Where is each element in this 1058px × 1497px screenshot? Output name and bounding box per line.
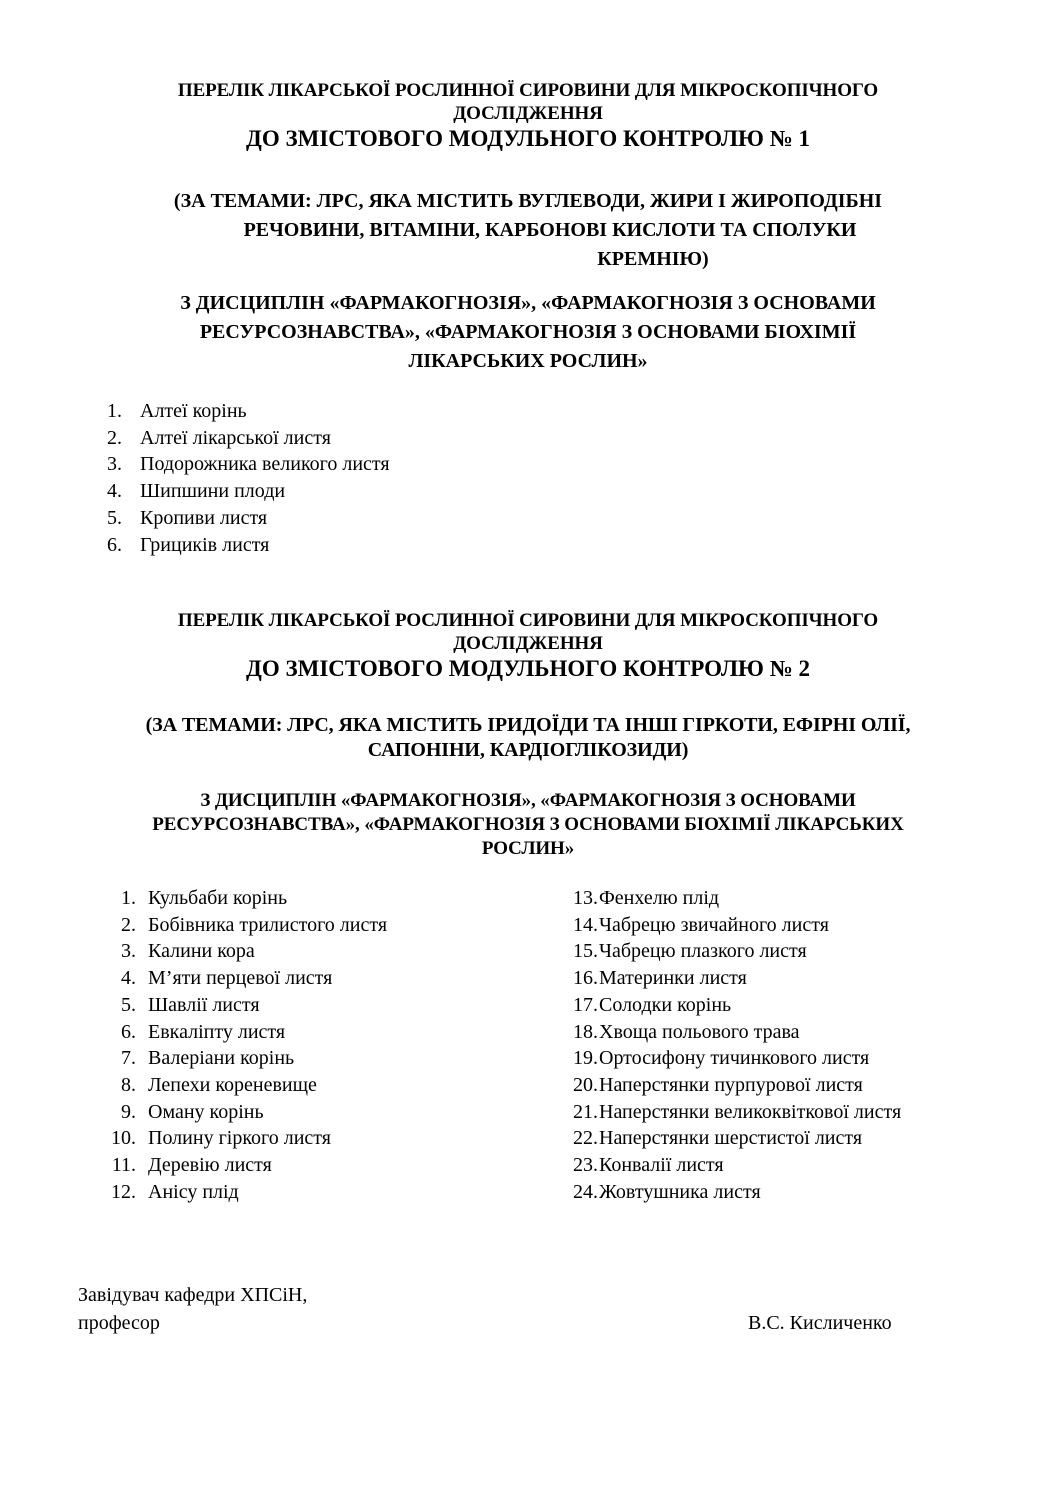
- list-item-number: 18.: [573, 1020, 598, 1043]
- section1-disciplines-line1: З ДИСЦИПЛІН «ФАРМАКОГНОЗІЯ», «ФАРМАКОГНОЗІЯ З ОСНОВАМИ: [180, 292, 876, 314]
- list-item: [568, 1179, 901, 1206]
- list-item-number: 13.: [573, 887, 598, 909]
- list-item-number: 3.: [121, 940, 136, 963]
- list-item-text: Бобівника трилистого листя: [148, 913, 388, 936]
- list-item-text: Евкаліпту листя: [148, 1020, 286, 1043]
- list-item-number: 2.: [121, 913, 136, 936]
- list-item: [100, 885, 387, 912]
- list-item-number: 5.: [107, 506, 122, 529]
- section2-title-line2: ДОСЛІДЖЕННЯ: [453, 633, 603, 654]
- section2-disciplines-line2: РЕСУРСОЗНАВСТВА», «ФАРМАКОГНОЗІЯ З ОСНОВАМИ БІОХІМІЇ ЛІКАРСЬКИХ: [152, 814, 904, 835]
- list-item-number: 6.: [107, 533, 122, 556]
- list-item: [100, 1099, 387, 1126]
- section1-title-line1: ПЕРЕЛІК ЛІКАРСЬКОЇ РОСЛИННОЇ СИРОВИНИ ДЛЯ МІКРОСКОПІЧНОГО: [177, 80, 879, 101]
- list-item-number: 17.: [573, 993, 598, 1016]
- list-item-text: Грициків листя: [140, 533, 270, 556]
- list-item-number: 23.: [573, 1154, 598, 1177]
- list-item: [568, 1099, 901, 1126]
- section2-disciplines: [78, 789, 978, 861]
- list-item-number: 20.: [573, 1073, 598, 1096]
- list-item-number: 7.: [121, 1047, 136, 1070]
- list-item-number: 10.: [111, 1127, 136, 1150]
- section2-title-line3: ДО ЗМІСТОВОГО МОДУЛЬНОГО КОНТРОЛЮ № 2: [246, 656, 810, 681]
- list-item-text: Конвалії листя: [599, 1154, 724, 1177]
- section2-disciplines-line1: З ДИСЦИПЛІН «ФАРМАКОГНОЗІЯ», «ФАРМАКОГНОЗІЯ З ОСНОВАМИ: [200, 790, 856, 811]
- list-item-text: Полину гіркого листя: [148, 1127, 331, 1150]
- list-item-text: Наперстянки пурпурової листя: [599, 1073, 863, 1096]
- section2-header: [78, 609, 978, 683]
- signature-position: [78, 1281, 307, 1337]
- section1-disciplines-line3: ЛІКАРСЬКИХ РОСЛИН»: [408, 350, 648, 372]
- list-item-text: Шипшини плоди: [140, 480, 286, 503]
- list-item-text: М’яти перцевої листя: [148, 967, 333, 990]
- list-item: [568, 1019, 901, 1046]
- list-item: [100, 1125, 387, 1152]
- list-item: [568, 965, 901, 992]
- list-item-text: Деревію листя: [148, 1154, 272, 1177]
- list-item-text: Алтеї корінь: [140, 400, 247, 422]
- list-item: [100, 1179, 387, 1206]
- list-item: [568, 1125, 901, 1152]
- section2-topics-line1: (ЗА ТЕМАМИ: ЛРС, ЯКА МІСТИТЬ ІРИДОЇДИ ТА ІНШІ ГІРКОТИ, ЕФІРНІ ОЛІЇ,: [145, 714, 911, 736]
- section1-disciplines-line2: РЕСУРСОЗНАВСТВА», «ФАРМАКОГНОЗІЯ З ОСНОВАМИ БІОХІМІЇ: [199, 321, 857, 343]
- section1-list: [100, 398, 390, 558]
- list-item-text: Кульбаби корінь: [148, 887, 288, 909]
- section1-topics-line1: (ЗА ТЕМАМИ: ЛРС, ЯКА МІСТИТЬ ВУГЛЕВОДИ, ЖИРИ І ЖИРОПОДІБНІ: [173, 190, 883, 212]
- list-item: [100, 425, 390, 452]
- list-item-number: 15.: [573, 940, 598, 963]
- list-item-number: 21.: [573, 1100, 598, 1123]
- list-item-number: 1.: [121, 887, 136, 909]
- list-item-number: 3.: [107, 453, 122, 476]
- list-item: [568, 885, 901, 912]
- list-item-number: 11.: [111, 1154, 136, 1177]
- list-item-text: Кропиви листя: [140, 506, 268, 529]
- list-item-text: Наперстянки шерстистої листя: [599, 1127, 863, 1150]
- list-item-number: 12.: [111, 1180, 136, 1203]
- list-item-number: 9.: [121, 1100, 136, 1123]
- section1-header: [78, 79, 978, 153]
- list-item-text: Фенхелю плід: [599, 887, 720, 909]
- list-item-number: 6.: [121, 1020, 136, 1043]
- list-item: [568, 912, 901, 939]
- list-item-text: Валеріани корінь: [148, 1047, 295, 1070]
- list-item: [100, 532, 390, 559]
- list-item-text: Шавлії листя: [148, 993, 260, 1016]
- section1-disciplines: [78, 289, 978, 376]
- signature-position-line2: професор: [78, 1312, 160, 1334]
- list-item: [568, 1045, 901, 1072]
- list-item-number: 22.: [573, 1127, 598, 1150]
- list-item-text: Чабрецю плазкого листя: [599, 940, 807, 963]
- section1-title-line2: ДОСЛІДЖЕННЯ: [453, 103, 603, 124]
- list-item-number: 8.: [121, 1073, 136, 1096]
- list-item: [100, 1019, 387, 1046]
- list-item-number: 16.: [573, 967, 598, 990]
- list-item-text: Оману корінь: [148, 1100, 264, 1123]
- list-item-text: Лепехи кореневище: [148, 1073, 317, 1096]
- list-item: [100, 478, 390, 505]
- list-item-text: Ортосифону тичинкового листя: [599, 1047, 870, 1070]
- section2-disciplines-line3: РОСЛИН»: [481, 838, 575, 859]
- list-item-text: Подорожника великого листя: [140, 453, 390, 476]
- section1-title-line3: ДО ЗМІСТОВОГО МОДУЛЬНОГО КОНТРОЛЮ № 1: [246, 126, 810, 151]
- list-item-number: 4.: [107, 480, 122, 503]
- signature-name: В.С. Кисличенко: [748, 1312, 892, 1334]
- list-item-text: Материнки листя: [599, 967, 747, 990]
- section2-title-line1: ПЕРЕЛІК ЛІКАРСЬКОЇ РОСЛИННОЇ СИРОВИНИ ДЛЯ МІКРОСКОПІЧНОГО: [177, 610, 879, 631]
- list-item: [100, 451, 390, 478]
- list-item-text: Солодки корінь: [599, 993, 732, 1016]
- list-item: [100, 1152, 387, 1179]
- list-item-text: Наперстянки великоквіткової листя: [599, 1100, 902, 1123]
- section1-topics: [78, 187, 978, 274]
- list-item: [568, 1072, 901, 1099]
- list-item-text: Хвоща польового трава: [599, 1020, 800, 1043]
- list-item-number: 4.: [121, 967, 136, 990]
- list-item-number: 24.: [573, 1180, 598, 1203]
- list-item: [568, 1152, 901, 1179]
- list-item: [100, 938, 387, 965]
- list-item-text: Алтеї лікарської листя: [140, 426, 331, 449]
- list-item-text: Анісу плід: [148, 1180, 239, 1203]
- list-item-number: 5.: [121, 993, 136, 1016]
- list-item-text: Жовтушника листя: [599, 1180, 761, 1203]
- list-item: [100, 1072, 387, 1099]
- section1-topics-line2: РЕЧОВИНИ, ВІТАМІНИ, КАРБОНОВІ КИСЛОТИ ТА СПОЛУКИ: [243, 219, 857, 241]
- section1-topics-line3: КРЕМНІЮ): [597, 248, 709, 270]
- section2-topics: [78, 713, 978, 763]
- list-item: [568, 992, 901, 1019]
- list-item: [100, 505, 390, 532]
- list-item-number: 14.: [573, 913, 598, 936]
- list-item-number: 2.: [107, 426, 122, 449]
- section2-list-left: [100, 885, 387, 1205]
- list-item: [568, 938, 901, 965]
- list-item-number: 1.: [107, 400, 122, 422]
- list-item: [100, 992, 387, 1019]
- list-item: [100, 1045, 387, 1072]
- list-item-number: 19.: [573, 1047, 598, 1070]
- list-item: [100, 965, 387, 992]
- section2-topics-line2: САПОНІНИ, КАРДІОГЛІКОЗИДИ): [367, 739, 689, 761]
- list-item: [100, 912, 387, 939]
- list-item-text: Калини кора: [148, 940, 255, 963]
- list-item: [100, 398, 390, 425]
- section2-list-right: [568, 885, 901, 1205]
- signature-position-line1: Завідувач кафедри ХПСіН,: [78, 1284, 308, 1306]
- list-item-text: Чабрецю звичайного листя: [599, 913, 829, 936]
